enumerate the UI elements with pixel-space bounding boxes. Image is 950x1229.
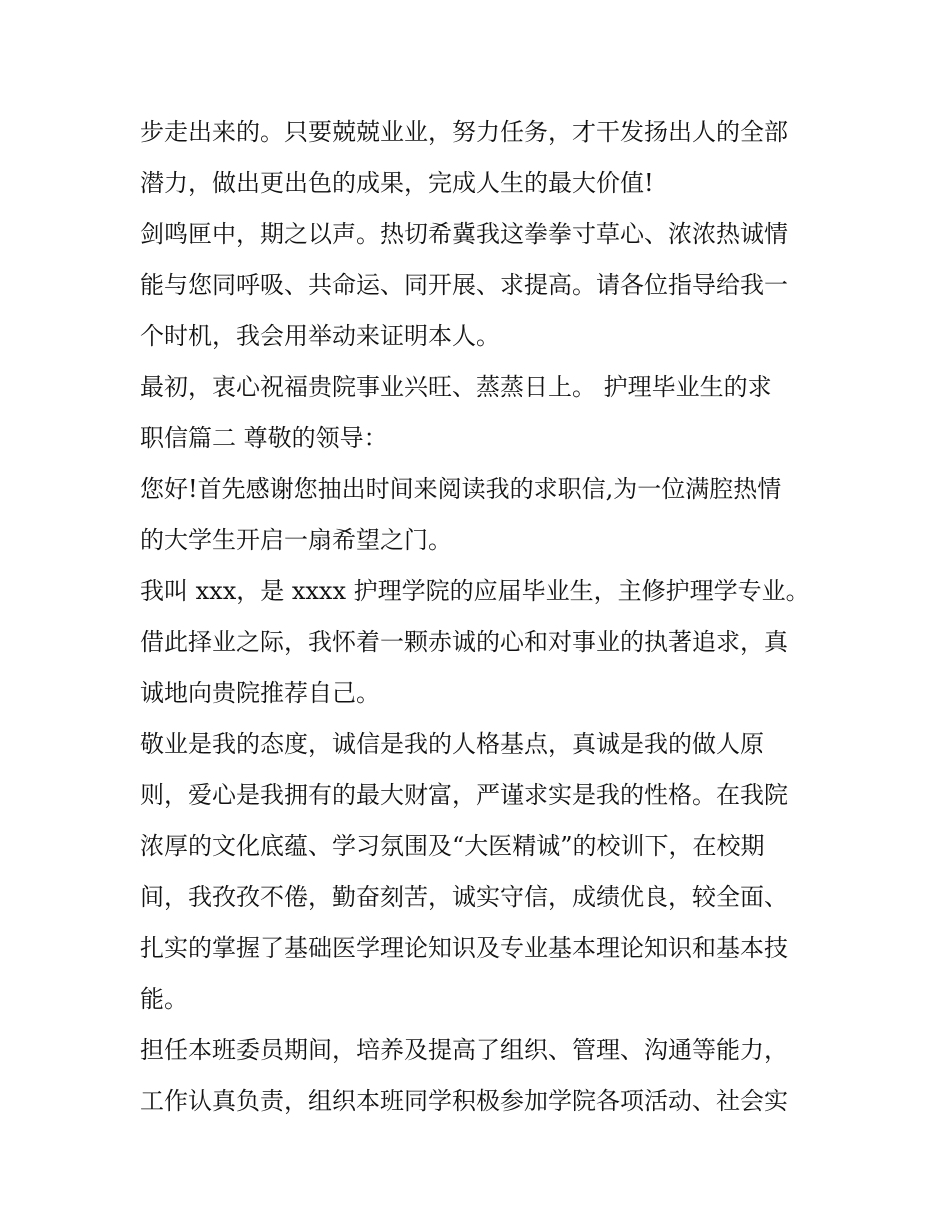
text-line: 间，我孜孜不倦，勤奋刻苦，诚实守信，成绩优良，较全面、 [140,883,788,911]
text-line: 个时机，我会用举动来证明本人。 [140,322,500,350]
text-line: 担任本班委员期间，培养及提高了组织、管理、沟通等能力， [140,1036,788,1064]
text-line: 步走出来的。只要兢兢业业，努力任务，才干发扬出人的全部 [140,118,788,146]
text-line: 借此择业之际，我怀着一颗赤诚的心和对事业的执著追求，真 [140,628,788,656]
text-line: 能。 [140,985,188,1013]
text-line: 的大学生开启一扇希望之门。 [140,526,452,554]
document-body [140,107,816,1127]
text-line: 工作认真负责，组织本班同学积极参加学院各项活动、社会实 [140,1087,788,1115]
text-line: 敬业是我的态度，诚信是我的人格基点，真诚是我的做人原 [140,730,764,758]
text-line: 扎实的掌握了基础医学理论知识及专业基本理论知识和基本技 [140,934,788,962]
text-line: 诚地向贵院推荐自己。 [140,679,380,707]
text-line: 潜力，做出更出色的成果，完成人生的最大价值! [140,169,654,197]
text-line: 最初，衷心祝福贵院事业兴旺、蒸蒸日上。 护理毕业生的求 [140,373,772,401]
text-line: 我叫 xxx，是 xxxx 护理学院的应届毕业生，主修护理学专业。 [140,577,810,605]
text-line: 剑鸣匣中，期之以声。热切希冀我这拳拳寸草心、浓浓热诚情 [140,220,788,248]
text-line: 职信篇二 尊敬的领导： [140,424,388,452]
text-line: 浓厚的文化底蕴、学习氛围及“大医精诚”的校训下，在校期 [140,832,765,860]
text-line: 能与您同呼吸、共命运、同开展、求提高。请各位指导给我一 [140,271,788,299]
text-line: 则，爱心是我拥有的最大财富，严谨求实是我的性格。在我院 [140,781,788,809]
text-line: 您好!首先感谢您抽出时间来阅读我的求职信,为一位满腔热情 [140,475,782,503]
